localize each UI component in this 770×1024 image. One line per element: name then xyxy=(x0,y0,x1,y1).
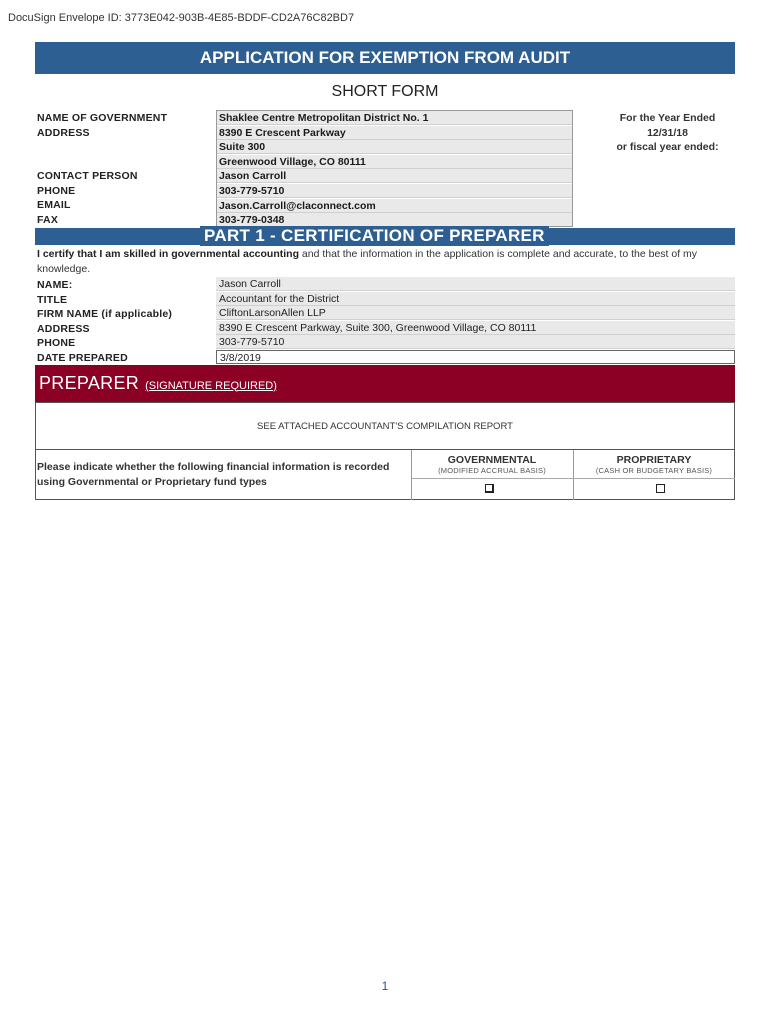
governmental-basis: (MODIFIED ACCRUAL BASIS) xyxy=(438,466,546,475)
signature-note: SEE ATTACHED ACCOUNTANT'S COMPILATION REPORT xyxy=(257,420,513,432)
label-date-prepared: DATE PREPARED xyxy=(37,351,128,364)
proprietary-checkbox[interactable] xyxy=(656,484,665,493)
proprietary-basis: (CASH OR BUDGETARY BASIS) xyxy=(595,466,713,475)
label-contact-person: CONTACT PERSON xyxy=(37,170,138,183)
certification-statement xyxy=(37,247,737,276)
preparer-title-field[interactable]: Accountant for the District xyxy=(216,292,735,306)
year-ended-label: For the Year Ended xyxy=(619,112,716,124)
label-preparer-phone: PHONE xyxy=(37,337,76,350)
preparer-title: PREPARER xyxy=(39,373,140,393)
government-name-field[interactable]: Shaklee Centre Metropolitan District No. 1 xyxy=(216,111,572,125)
preparer-header-bar xyxy=(35,365,735,402)
part1-title: PART 1 - CERTIFICATION OF PREPARER xyxy=(200,226,549,246)
label-firm-name: FIRM NAME (if applicable) xyxy=(37,308,173,321)
contact-person-field[interactable]: Jason Carroll xyxy=(216,169,572,183)
governmental-checkbox[interactable] xyxy=(485,484,494,493)
signature-box[interactable] xyxy=(35,402,735,450)
year-ended-block xyxy=(585,111,750,155)
preparer-name-field[interactable]: Jason Carroll xyxy=(216,277,735,291)
proprietary-label: PROPRIETARY xyxy=(616,454,692,466)
page-number: 1 xyxy=(381,979,389,993)
address-line2-field[interactable]: Suite 300 xyxy=(216,140,572,154)
firm-name-field[interactable]: CliftonLarsonAllen LLP xyxy=(216,306,735,320)
form-title: APPLICATION FOR EXEMPTION FROM AUDIT xyxy=(35,42,735,74)
year-ended-value[interactable]: 12/31/18 xyxy=(647,126,688,139)
certification-rest: and that the information in the application is complete and accurate, to the best of my knowledge. xyxy=(37,248,698,275)
governmental-label: GOVERNMENTAL xyxy=(447,454,537,466)
label-name-of-government: NAME OF GOVERNMENT xyxy=(37,112,168,124)
address-line3-field[interactable]: Greenwood Village, CO 80111 xyxy=(216,155,572,169)
government-labels xyxy=(37,111,167,228)
fiscal-year-label: or fiscal year ended: xyxy=(616,141,719,154)
form-subtitle: SHORT FORM xyxy=(331,83,439,100)
governmental-column xyxy=(411,454,573,475)
preparer-phone-field[interactable]: 303-779-5710 xyxy=(216,335,735,349)
label-email: EMAIL xyxy=(37,199,71,212)
label-address: ADDRESS xyxy=(37,126,90,139)
fund-type-divider xyxy=(411,478,735,479)
address-line1-field[interactable]: 8390 E Crescent Parkway xyxy=(216,126,572,140)
preparer-labels xyxy=(37,278,172,366)
proprietary-column xyxy=(573,454,735,475)
label-phone: PHONE xyxy=(37,184,76,197)
fax-field[interactable]: 303-779-0348 xyxy=(216,213,572,227)
label-fax: FAX xyxy=(37,213,59,226)
label-preparer-address: ADDRESS xyxy=(37,322,90,335)
fund-type-question: Please indicate whether the following financial information is recorded using Governmental or Proprietary fund types xyxy=(37,461,390,488)
preparer-address-field[interactable]: 8390 E Crescent Parkway, Suite 300, Greenwood Village, CO 80111 xyxy=(216,321,735,335)
certification-bold: I certify that I am skilled in governmental accounting xyxy=(37,248,299,260)
phone-field[interactable]: 303-779-5710 xyxy=(216,184,572,198)
label-preparer-name: NAME: xyxy=(37,279,73,291)
label-preparer-title: TITLE xyxy=(37,293,68,306)
date-prepared-field[interactable]: 3/8/2019 xyxy=(216,350,735,364)
envelope-id: DocuSign Envelope ID: 3773E042-903B-4E85-BDDF-CD2A76C82BD7 xyxy=(8,12,355,24)
signature-required-note: (SIGNATURE REQUIRED) xyxy=(145,379,277,392)
email-field[interactable]: Jason.Carroll@claconnect.com xyxy=(216,199,572,213)
